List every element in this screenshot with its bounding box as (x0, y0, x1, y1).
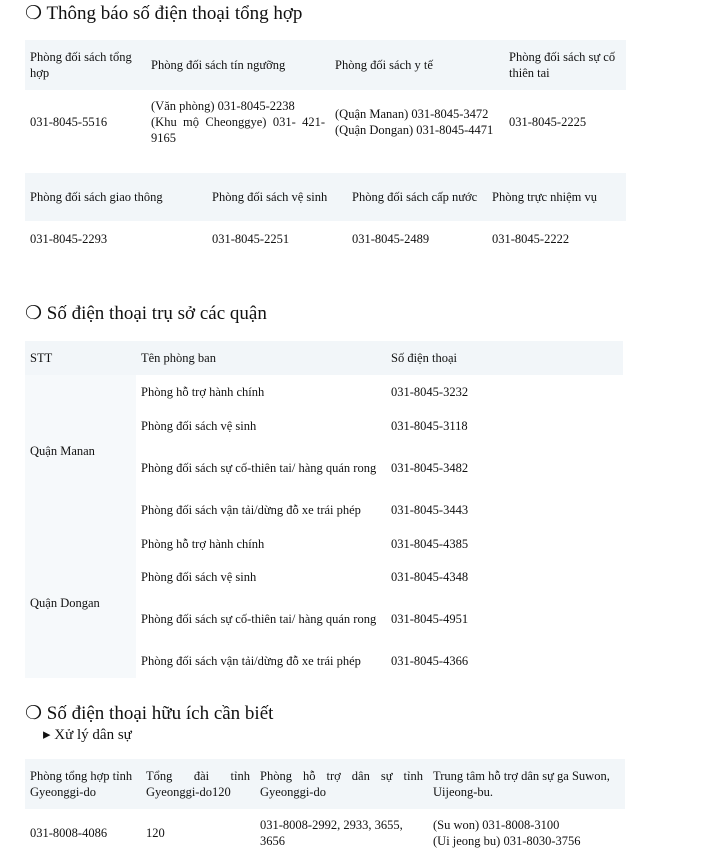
section-title-useful-phones: ❍ Số điện thoại hữu ích cần biết (25, 703, 274, 724)
district-name: Quận Dongan (25, 527, 136, 678)
table-header: STT (25, 341, 136, 375)
table-header: Phòng đối sách cấp nước (347, 173, 487, 221)
district-offices-table (25, 341, 623, 678)
table-row (25, 375, 623, 409)
phone-number: 031-8045-4366 (391, 654, 469, 668)
table-cell: 031-8008-2992, 2933, 3655, 3656 (260, 818, 403, 848)
table-cell: 031-8045-2225 (509, 115, 587, 129)
general-phones-table-2 (25, 173, 626, 257)
table-header: Phòng hỗ trợ dân sự tỉnh Gyeonggi-do (255, 759, 428, 809)
department-name: Phòng đối sách vệ sinh (141, 570, 257, 584)
phone-number: 031-8045-4951 (391, 612, 469, 626)
table-header: Phòng trực nhiệm vụ (487, 173, 626, 221)
department-name: Phòng đối sách vệ sinh (141, 418, 257, 433)
section-title-district-offices: ❍ Số điện thoại trụ sở các quận (25, 303, 267, 324)
department-name: Phòng hỗ trợ hành chính (141, 385, 265, 399)
table-header: Phòng đối sách giao thông (25, 173, 207, 221)
department-name: Phòng đối sách vận tải/dừng đỗ xe trái phép (141, 503, 361, 517)
table-cell: 120 (146, 826, 165, 840)
table-cell: (Su won) 031-8008-3100 (Ui jeong bu) 031-8030-3756 (433, 818, 581, 848)
useful-phones-table (25, 759, 625, 857)
table-header: Tên phòng ban (136, 341, 386, 375)
department-name: Phòng đối sách sự cố-thiên tai/ hàng quán rong (141, 460, 377, 475)
subsection-civil-affairs: ▸ Xử lý dân sự (43, 727, 132, 743)
table-cell: 031-8045-5516 (30, 115, 108, 129)
table-header: Phòng đối sách sự cố thiên tai (504, 40, 626, 90)
district-name: Quận Manan (25, 375, 136, 527)
general-phones-table-1 (25, 40, 626, 154)
table-header: Trung tâm hỗ trợ dân sự ga Suwon, Uijeong-bu. (428, 759, 625, 809)
phone-number: 031-8045-4385 (391, 536, 469, 551)
table-cell: 031-8045-2251 (212, 232, 290, 246)
phone-number: 031-8045-3443 (391, 503, 469, 517)
table-header: Tổng đài tỉnh Gyeonggi-do120 (141, 759, 255, 809)
phone-number: 031-8045-4348 (391, 570, 469, 584)
table-cell: 031-8008-4086 (30, 826, 108, 840)
table-cell: (Quận Manan) 031-8045-3472 (Quận Dongan) 031-8045-4471 (335, 107, 494, 137)
table-cell: 031-8045-2489 (352, 232, 430, 246)
phone-number: 031-8045-3232 (391, 385, 469, 399)
department-name: Phòng đối sách sự cố-thiên tai/ hàng quán rong (141, 612, 377, 626)
table-cell: (Văn phòng) 031-8045-2238 (Khu mộ Cheonggye) 031- 421-9165 (151, 99, 325, 145)
table-header: Số điện thoại (386, 341, 623, 375)
table-header: Phòng đối sách vệ sinh (207, 173, 347, 221)
table-header: Phòng đối sách tổng hợp (25, 40, 146, 90)
phone-number: 031-8045-3118 (391, 418, 468, 433)
table-header: Phòng đối sách y tế (330, 40, 504, 90)
phone-number: 031-8045-3482 (391, 460, 469, 475)
department-name: Phòng đối sách vận tải/dừng đỗ xe trái phép (141, 654, 361, 668)
table-header: Phòng tổng hợp tỉnh Gyeonggi-do (25, 759, 141, 809)
table-cell: 031-8045-2222 (492, 232, 570, 246)
table-cell: 031-8045-2293 (30, 232, 108, 246)
table-header: Phòng đối sách tín ngưỡng (146, 40, 330, 90)
table-row (25, 527, 623, 560)
section-title-general-phones: ❍ Thông báo số điện thoại tổng hợp (25, 3, 303, 24)
department-name: Phòng hỗ trợ hành chính (141, 536, 265, 551)
